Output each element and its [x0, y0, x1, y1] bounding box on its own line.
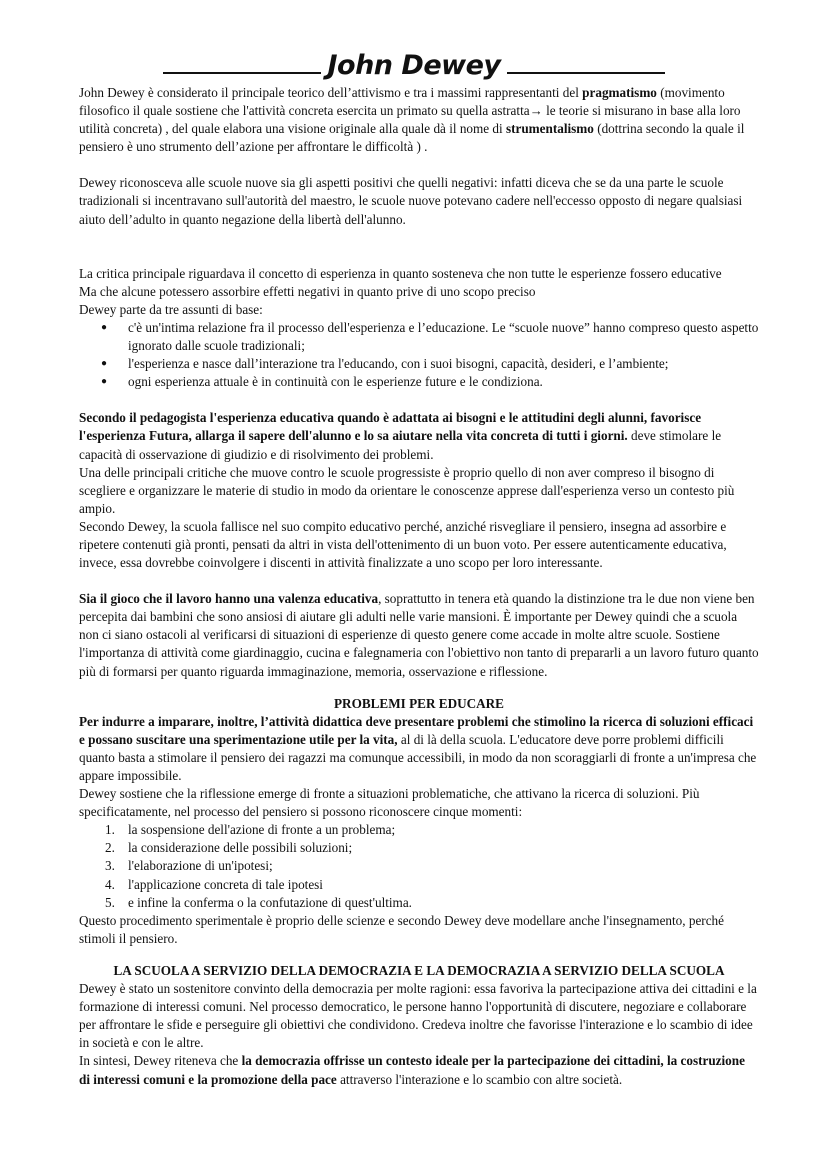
intro-bold-strumentalismo: strumentalismo [505, 121, 594, 137]
intro-paragraph [79, 84, 759, 156]
list-text: l'applicazione concreta di tale ipotesi [128, 876, 323, 892]
list-text: la considerazione delle possibili soluzioni; [128, 840, 353, 856]
critiche-paragraph: Una delle principali critiche che muove contro le scuole progressiste è proprio quello di non aver compreso il bisogno di scegliere e organizzare le materie di studio in modo da orientare le conoscenze apprese dall'esperienza verso un contesto più ampio. [79, 464, 735, 516]
list-item [79, 876, 759, 894]
problemi-rest: al di là della scuola. L'educatore deve porre problemi difficili quanto basta a stimolare il pensiero dei ragazzi ma comunque accessibili, in modo da non scoraggiarli di fronte a un'impresa che appare impossibile. [79, 731, 757, 783]
critica-line-3: Dewey parte da tre assunti di base: [79, 301, 263, 317]
title-rule-right [507, 58, 665, 74]
momenti-list [79, 821, 759, 911]
list-number: 4. [105, 876, 115, 892]
page-title: John Dewey [327, 50, 501, 81]
scuole-nuove-paragraph: Dewey riconosceva alle scuole nuove sia gli aspetti positivi che quelli negativi: infatti diceva che se da una parte le scuole tradizionali si incentravano sull'autorità del maestro, le scuole nuove potevano cadere nell'eccesso opposto di negare qualsiasi aiuto dell’adulto in quanto negazione della libertà dell'alunno. [79, 175, 743, 227]
procedimento-paragraph: Questo procedimento sperimentale è proprio delle scienze e secondo Dewey deve modellare anche l'insegnamento, perché stimoli il pensiero. [79, 912, 725, 946]
intro-bold-pragmatismo: pragmatismo [582, 85, 657, 100]
intro-text-3: (dottrina secondo la quale il pensiero è uno strumento dell’azione per affrontare le difficoltà ) . [79, 121, 745, 155]
sintesi-text-1: In sintesi, Dewey riteneva che [79, 1053, 242, 1069]
list-item [79, 839, 759, 857]
list-item: ● c'è un'intima relazione fra il processo dell'esperienza e l’educazione. Le “scuole nuove” hanno compreso questo aspetto ignorato dalle scuole tradizionali; [79, 319, 759, 355]
esperienza-bold: Secondo il pedagogista l'esperienza educativa quando è adattata ai bisogni e le attitudini degli alunni, favorisce l'esperienza Futura, allarga il sapere dell'alunno e lo sa aiutare nella vita concreta di tutti i giorni. [79, 410, 702, 444]
list-item: ● ogni esperienza attuale è in continuità con le esperienze future e le condiziona. [79, 373, 759, 391]
list-number: 5. [105, 894, 115, 910]
sintesi-bold: la democrazia offrisse un contesto ideale per la partecipazione dei cittadini, la costruzione di interessi comuni e la promozione della pace [79, 1053, 745, 1087]
list-text: e infine la conferma o la confutazione di quest'ultima. [128, 894, 412, 910]
sintesi-text-2: attraverso l'interazione e lo scambio con altre società. [336, 1071, 623, 1087]
problemi-heading: PROBLEMI PER EDUCARE [334, 695, 504, 711]
intro-text-2: (movimento filosofico il quale sostiene che l'attività concreta esercita un primato su quella astratta→ le teorie si misurano in base alla loro utilità concreta) , del quale elabora una visione originale alla quale dà il nome di [79, 85, 741, 137]
list-text: l'elaborazione di un'ipotesi; [128, 858, 273, 874]
esperienza-paragraph [79, 409, 759, 463]
democrazia-heading: LA SCUOLA A SERVIZIO DELLA DEMOCRAZIA E LA DEMOCRAZIA A SERVIZIO DELLA SCUOLA [113, 962, 725, 978]
problemi-bold: Per indurre a imparare, inoltre, l’attività didattica deve presentare problemi che stimolino la ricerca di soluzioni efficaci e possano suscitare una sperimentazione utile per la vita, [79, 713, 754, 747]
list-item [79, 821, 759, 839]
document-body [79, 84, 759, 1089]
democrazia-paragraph: Dewey è stato un sostenitore convinto della democrazia per molte ragioni: essa favoriva la partecipazione attiva dei cittadini e la formazione di interessi comuni. Nel processo democratico, le persone hanno l'opportunità di discutere, negoziare e collaborare per affrontare le sfide e perseguire gli obiettivi che condividono. Credeva inoltre che favorisse l'interazione e lo scambio di idee in società e con le altre. [79, 981, 757, 1051]
list-item: ● l'esperienza e nasce dall’interazione tra l'educando, con i suoi bisogni, capacità, desideri, e l’ambiente; [79, 355, 759, 373]
riflessione-paragraph: Dewey sostiene che la riflessione emerge di fronte a situazioni problematiche, che attivano la ricerca di soluzioni. Più specificatamente, nel processo del pensiero si possono riconoscere cinque momenti: [79, 786, 700, 820]
title-rule-left [163, 58, 321, 74]
sintesi-paragraph [79, 1052, 759, 1088]
intro-text-1: John Dewey è considerato il principale teorico dell’attivismo e tra i massimi rappresentanti del [79, 85, 583, 100]
critica-line-2: Ma che alcune potessero assorbire effetti negativi in quanto prive di uno scopo preciso [79, 283, 536, 299]
list-number: 2. [105, 840, 115, 856]
critica-line-1: La critica principale riguardava il concetto di esperienza in quanto sosteneva che non tutte le esperienze fossero educative [79, 265, 722, 281]
fallimento-paragraph: Secondo Dewey, la scuola fallisce nel suo compito educativo perché, anziché risvegliare il pensiero, insegna ad assorbire e ripetere contenuti già pronti, pensati da altri in vista dell'ottenimento di un buon voto. Per essere autenticamente educativa, invece, essa dovrebbe coinvolgere i discenti in attività finalizzate a uno scopo per loro interessante. [79, 518, 727, 571]
list-item [79, 894, 759, 912]
title-row [0, 50, 828, 81]
gioco-bold: Sia il gioco che il lavoro hanno una valenza educativa [79, 591, 379, 607]
assunti-list [79, 319, 759, 391]
list-number: 3. [105, 858, 115, 874]
list-item [79, 857, 759, 875]
esperienza-rest: deve stimolare le capacità di osservazione di giudizio e di risolvimento dei problemi. [79, 428, 722, 462]
list-text: la sospensione dell'azione di fronte a un problema; [128, 822, 396, 838]
problemi-paragraph [79, 713, 759, 785]
gioco-paragraph [79, 590, 759, 680]
gioco-rest: , soprattutto in tenera età quando la distinzione tra le due non viene ben percepita dai bambini che sono ansiosi di aiutare gli adulti nelle varie mansioni. È importante per Dewey quindi che a scuola non ci siano ostacoli al verificarsi di situazioni di esperienze di questo genere come accade in molte altre scuole. Sostiene l'importanza di attività come giardinaggio, cucina e falegnameria con l'obiettivo non tanto di prepararli a un lavoro futuro quanto più di formarsi per quanto riguarda immaginazione, memoria, osservazione e riflessione. [79, 591, 759, 679]
list-number: 1. [105, 822, 115, 838]
